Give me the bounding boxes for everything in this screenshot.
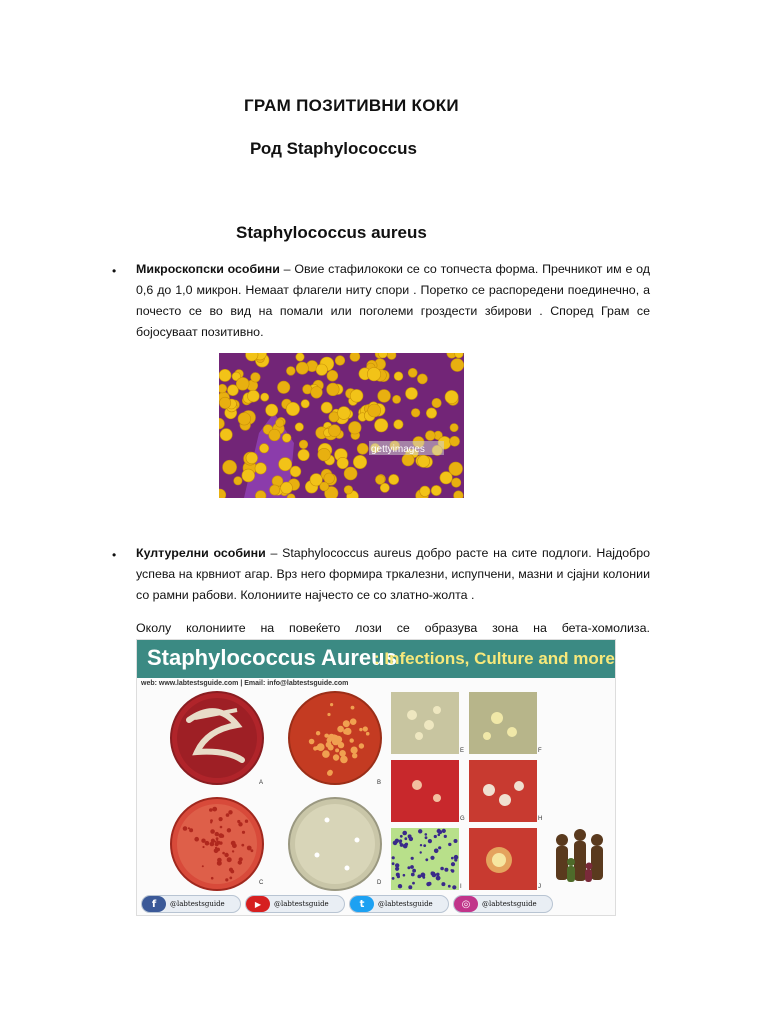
- twitter-icon: t: [350, 896, 374, 912]
- email-address: info@labtestsguide.com: [267, 680, 349, 687]
- word: лози: [355, 621, 382, 635]
- bullet-cultural: •: [112, 548, 117, 562]
- species-heading: Staphylococcus aureus: [236, 223, 427, 242]
- instagram-icon: ◎: [454, 896, 478, 912]
- hemolysis-line: [136, 621, 650, 635]
- paragraph-cultural: [136, 543, 650, 606]
- plate-label-f: F: [538, 748, 542, 754]
- plate-label-e: E: [460, 748, 465, 754]
- word: на: [260, 621, 275, 635]
- email-label: Email:: [244, 680, 266, 687]
- social-handle: @labtestsguide: [378, 900, 433, 908]
- bullet-microscopic: •: [112, 264, 117, 278]
- plate-label-c: C: [259, 880, 264, 886]
- plate-label-d: D: [377, 880, 382, 886]
- social-handle: @labtestsguide: [482, 900, 537, 908]
- plate-label-j: J: [538, 884, 541, 890]
- plate-c: [171, 798, 263, 890]
- facebook-icon: f: [142, 896, 166, 912]
- youtube-icon: ▶: [246, 896, 270, 912]
- plate-label-h: H: [538, 816, 543, 822]
- word: на: [533, 621, 547, 635]
- web-url: www.labtestsguide.com: [158, 680, 239, 687]
- social-twitter[interactable]: [349, 895, 449, 913]
- page-title: ГРАМ ПОЗИТИВНИ КОКИ: [244, 96, 459, 115]
- word: образува: [424, 621, 478, 635]
- word: повеќето: [289, 621, 341, 635]
- people-icon: [556, 829, 603, 881]
- plate-d: [289, 798, 381, 890]
- word: колониите: [186, 621, 246, 635]
- dash: –: [265, 546, 283, 560]
- term-cultural: Културелни особини: [136, 546, 266, 560]
- word: Околу: [136, 621, 172, 635]
- microscopy-image: [219, 353, 464, 498]
- paragraph-microscopic: [136, 259, 650, 343]
- text-cultural: Staphylococcus aureus добро расте на сите подлоги. Најдобро успева на крвниот агар. Врз него формира тркалезни, испупчени, мазни и сјајни колонии со рамни рабови. Колониите најчесто се со златно-жолта .: [136, 546, 650, 602]
- getty-watermark: gettyimages: [371, 444, 425, 455]
- word: се: [396, 621, 410, 635]
- infographic-contact: [141, 680, 348, 687]
- plate-a: [171, 692, 263, 784]
- word: бета-хомолиза.: [561, 621, 650, 635]
- infographic-title: Staphylococcus Aureus: [147, 645, 397, 670]
- social-instagram[interactable]: [453, 895, 553, 913]
- term-microscopic: Микроскопски особини: [136, 262, 280, 276]
- culture-infographic: [136, 639, 616, 916]
- infographic-subtitle: : Infections, Culture and more: [374, 649, 615, 668]
- social-youtube[interactable]: [245, 895, 345, 913]
- separator: |: [240, 680, 243, 687]
- plate-label-i: I: [460, 884, 462, 890]
- plate-b: [289, 692, 381, 784]
- plate-label-a: A: [259, 780, 264, 786]
- social-facebook[interactable]: [141, 895, 241, 913]
- text-microscopic: Овие стафилококи се со топчеста форма. Пречникот им е од 0,6 до 1,0 микрон. Немаат флагели ниту спори . Поретко се распоредени поединечно, а почесто се во вид на помали или поголеми гроздести збирови . Според Грам се бојосуваат позитивно.: [136, 262, 650, 339]
- genus-heading: Род Staphylococcus: [250, 139, 417, 158]
- word: зона: [492, 621, 519, 635]
- micro-svg: [219, 353, 464, 498]
- social-handle: @labtestsguide: [274, 900, 329, 908]
- social-handle: @labtestsguide: [170, 900, 225, 908]
- web-label: web:: [141, 680, 157, 687]
- plate-label-g: G: [460, 816, 465, 822]
- infographic-header: [137, 640, 616, 678]
- dash: –: [279, 262, 295, 276]
- plates-panel: [137, 690, 616, 892]
- plate-label-b: B: [377, 780, 382, 786]
